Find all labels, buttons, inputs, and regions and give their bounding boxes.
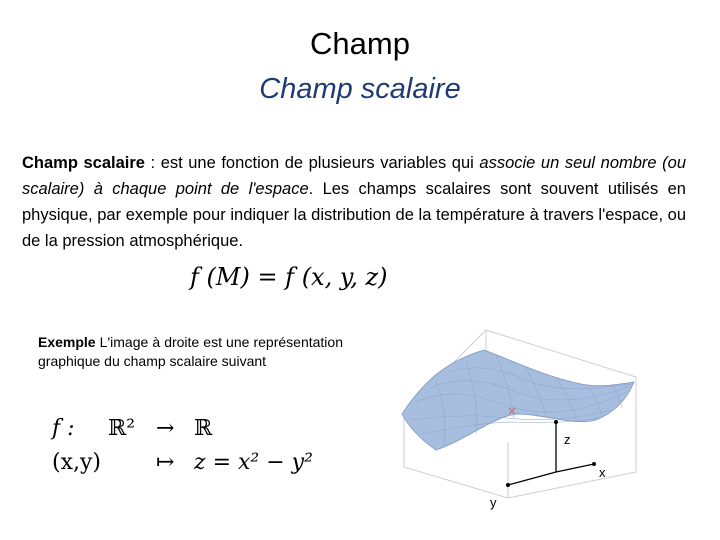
example-paragraph [38, 333, 343, 371]
mapping-domain: ℝ² [108, 416, 136, 441]
x-axis-line [556, 464, 594, 472]
mapping-variables: (x,y) [52, 450, 101, 475]
mapping-function-name: f : [52, 416, 75, 441]
definition-emphasis: associe un seul nombre (ou scalaire) à chaque point de l'espace [22, 154, 686, 198]
y-axis-label: y [490, 495, 497, 510]
y-axis-line [508, 472, 556, 485]
formula-field-definition: f (M) = f (x, y, z) [190, 263, 388, 291]
z-axis-label: z [564, 432, 571, 447]
mapping-arrow: → [156, 416, 175, 441]
mapping-mapsto: ↦ [156, 450, 175, 475]
mapping-row-1 [52, 412, 313, 446]
definition-separator: : [144, 154, 161, 172]
mapping-codomain: ℝ [194, 416, 213, 441]
slide-subtitle: Champ scalaire [259, 73, 461, 105]
definition-term: Champ scalaire [22, 154, 145, 172]
saddle-surface-figure [396, 322, 656, 522]
definition-text-1: est une fonction de plusieurs variables qui [160, 154, 480, 172]
example-label: Exemple [38, 334, 96, 350]
definition-text-2: . Les champs scalaires sont souvent utilisés en physique, par exemple pour indiquer la distribution de la température à travers l'espace, ou de la pression atmosphérique. [22, 180, 686, 250]
example-text: L'image à droite est une représentation graphique du champ scalaire suivant [38, 334, 343, 369]
mapping-expression: z = x² − y² [194, 450, 313, 475]
slide-title: Champ [310, 26, 410, 61]
x-axis-label: x [599, 465, 606, 480]
definition-paragraph [22, 150, 686, 254]
mapping-row-2 [52, 446, 313, 480]
formula-mapping [52, 412, 313, 480]
